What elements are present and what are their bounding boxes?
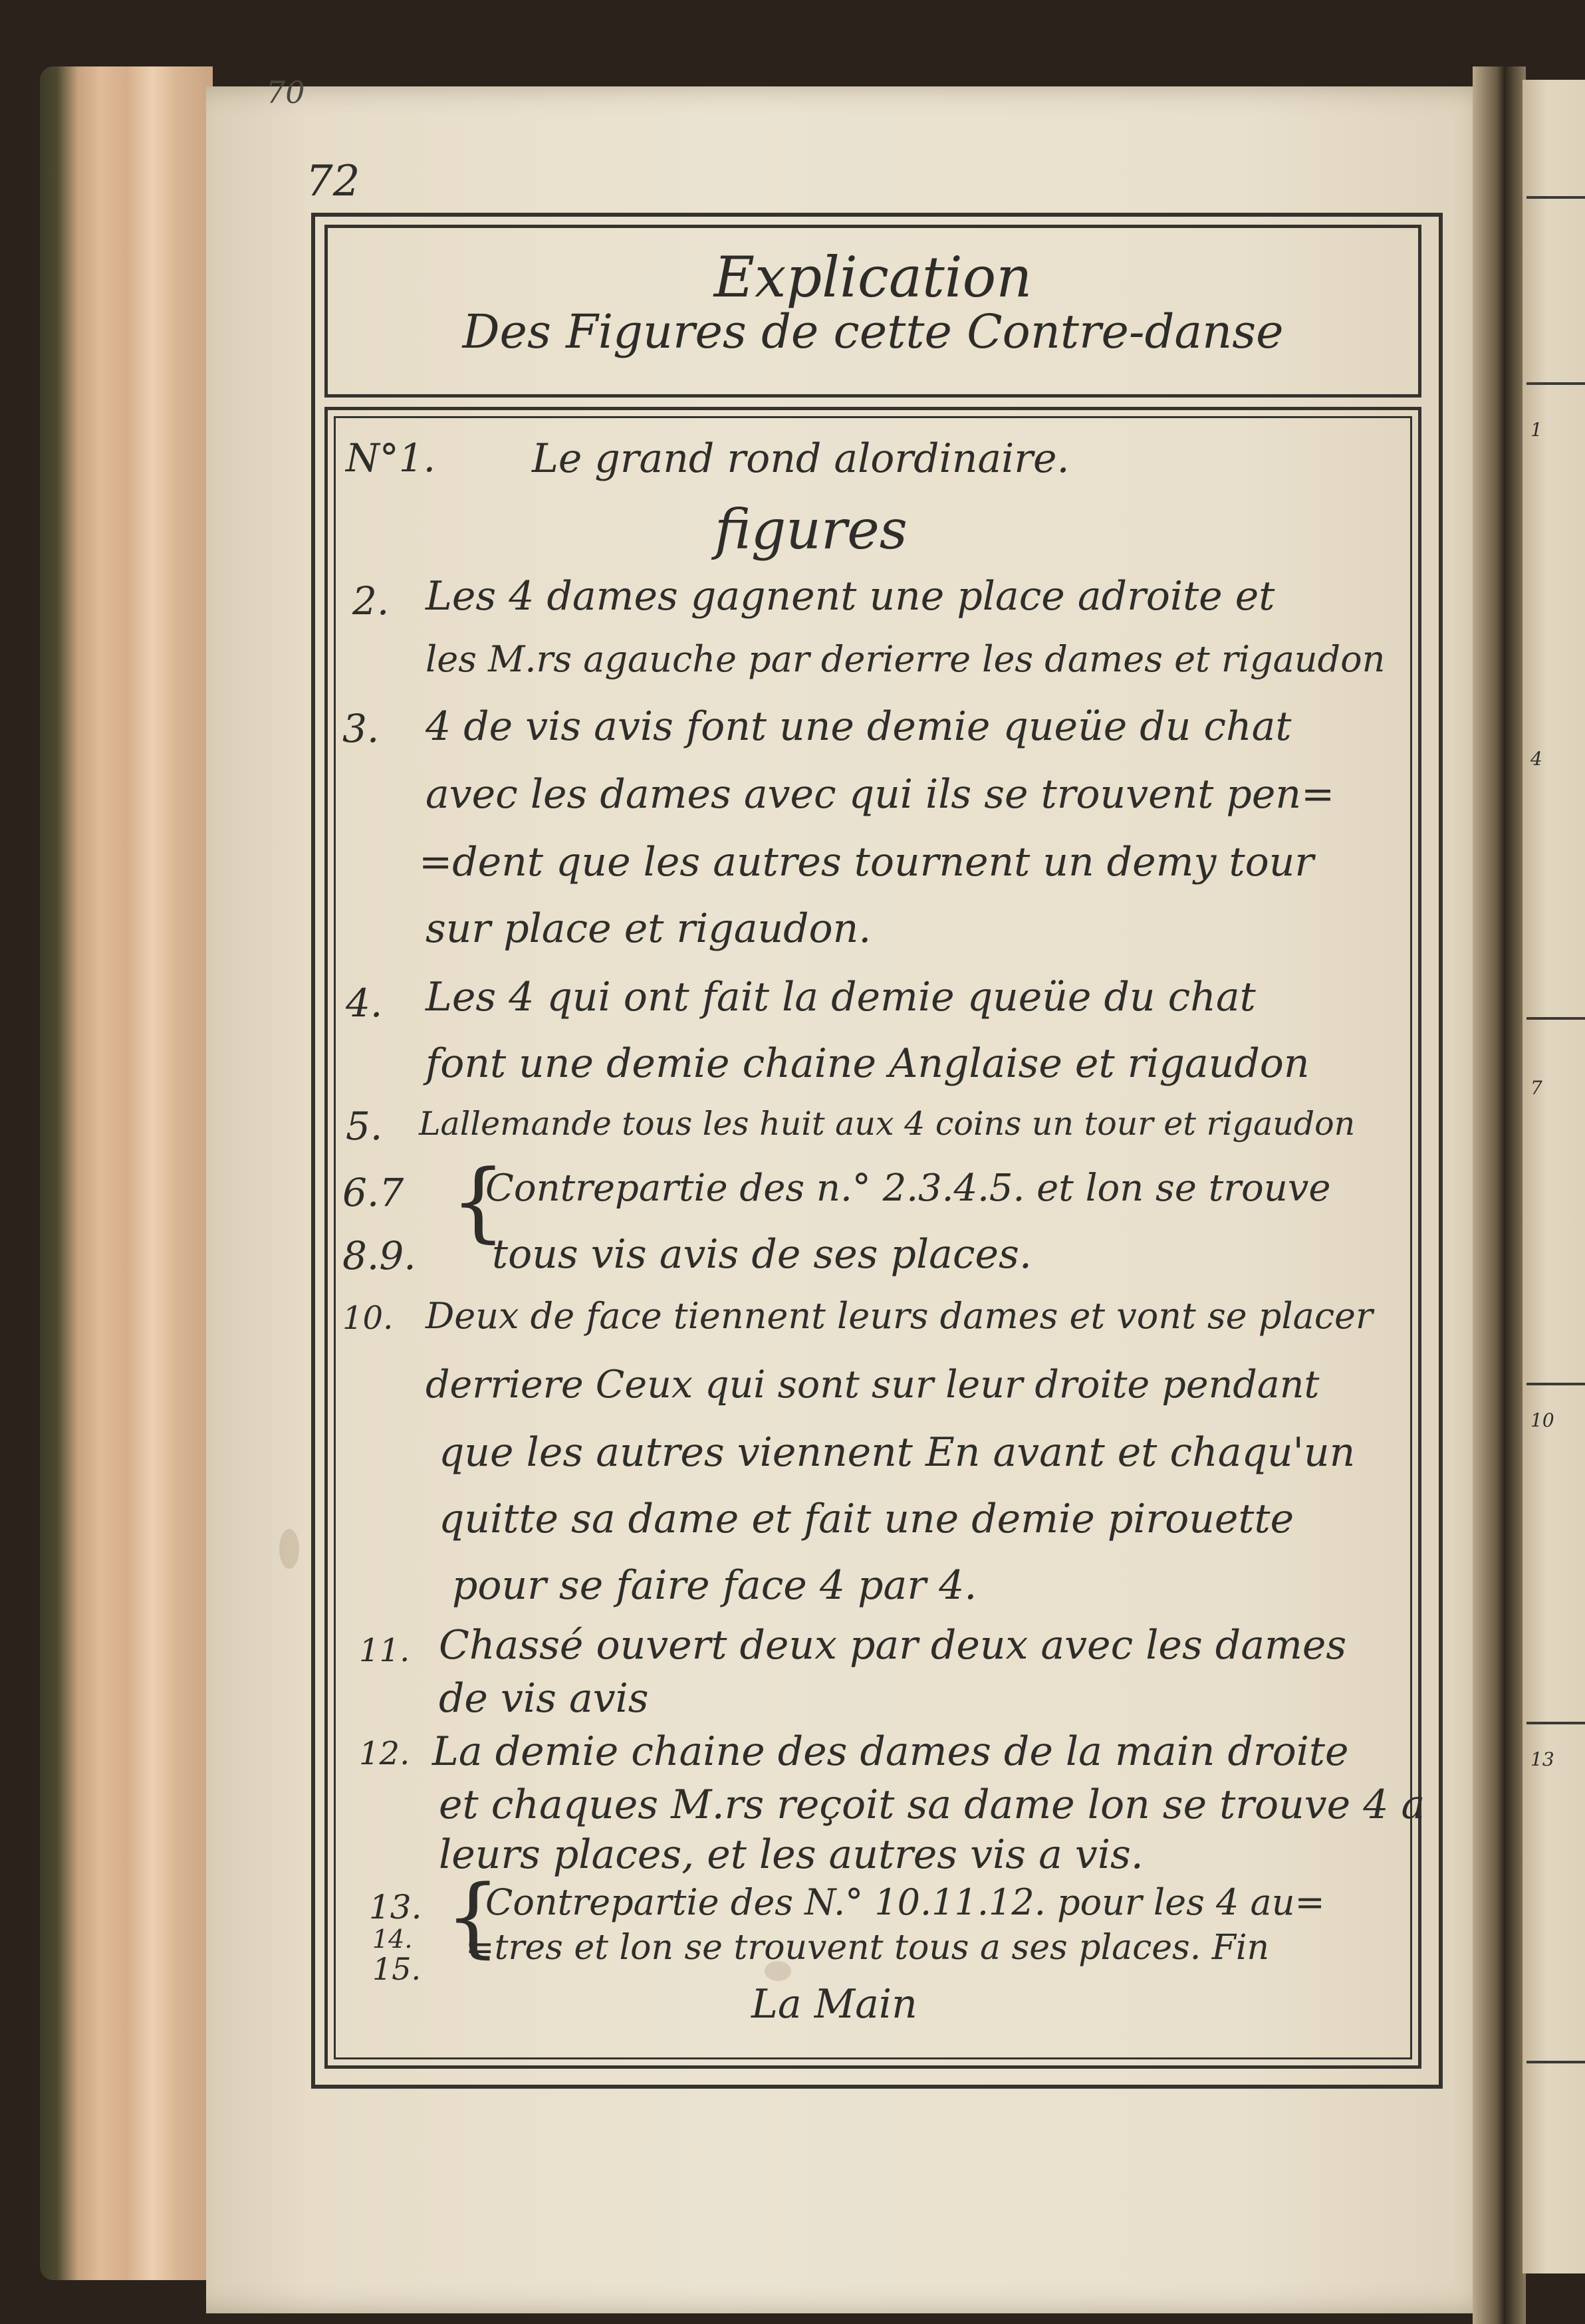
entry-text: que les autres viennent En avant et chaqu'un	[439, 1429, 1356, 1476]
brace-symbol: {	[451, 1151, 506, 1252]
entry-number: 3.	[342, 706, 380, 751]
entry-number: 6.7	[342, 1170, 404, 1215]
entry-text: Deux de face tiennent leurs dames et vont se placer	[426, 1295, 1373, 1337]
entry-number: 10.	[342, 1300, 394, 1337]
entry-number: 12.	[359, 1735, 410, 1772]
entry-text: Lallemande tous les huit aux 4 coins un tour et rigaudon	[419, 1105, 1356, 1143]
facing-rule	[1526, 382, 1585, 385]
entry-text: Contrepartie des n.° 2.3.4.5. et lon se trouve	[485, 1167, 1331, 1210]
entry-number: 15.	[372, 1951, 422, 1987]
entry-text: pour se faire face 4 par 4.	[452, 1562, 977, 1609]
facing-rule	[1526, 2061, 1585, 2063]
paper-stain	[279, 1529, 299, 1569]
facing-rule	[1526, 1722, 1585, 1724]
entry-number: 8.9.	[342, 1233, 416, 1278]
facing-page	[1523, 80, 1585, 2273]
page-title: Explication	[713, 245, 1033, 310]
page-number-faded: 70	[266, 74, 305, 110]
facing-figure-number: 13	[1530, 1748, 1554, 1770]
entry-text: 4 de vis avis font une demie queüe du chat	[426, 703, 1292, 750]
entry-text: Les 4 dames gagnent une place adroite et	[426, 573, 1275, 620]
brace-symbol: {	[445, 1866, 501, 1967]
entry-text: leurs places, et les autres vis a vis.	[439, 1831, 1144, 1878]
entry-text: Chassé ouvert deux par deux avec les dames	[439, 1622, 1347, 1669]
entry-text: quitte sa dame et fait une demie pirouette	[439, 1496, 1294, 1542]
section-heading: figures	[715, 499, 908, 562]
entry-number: 5.	[346, 1104, 383, 1149]
entry-text: les M.rs agauche par derierre les dames et rigaudon	[426, 638, 1386, 680]
entry-number: 13.	[369, 1888, 422, 1926]
page-number: 72	[306, 157, 360, 206]
facing-figure-number: 4	[1530, 748, 1542, 770]
entry-text: Contrepartie des N.° 10.11.12. pour les 4 au=	[485, 1881, 1325, 1923]
book-page-edges	[40, 66, 213, 2280]
entry-text: =dent que les autres tournent un demy tour	[419, 839, 1314, 885]
entry-text: Les 4 qui ont fait la demie queüe du chat	[426, 974, 1256, 1020]
facing-rule	[1526, 1017, 1585, 1020]
entry-text: de vis avis	[439, 1675, 649, 1722]
entry-text: derriere Ceux qui sont sur leur droite pendant	[426, 1363, 1320, 1407]
book-gutter	[1473, 66, 1526, 2324]
entry-number: N°1.	[346, 435, 436, 481]
entry-text: et chaques M.rs reçoit sa dame lon se trouve 4 a	[439, 1782, 1425, 1828]
entry-text: font une demie chaine Anglaise et rigaudon	[426, 1040, 1310, 1087]
entry-number: 11.	[359, 1632, 410, 1669]
page-subtitle: Des Figures de cette Contre-danse	[462, 304, 1284, 359]
entry-text: La Main	[751, 1981, 917, 2028]
entry-text: La demie chaine des dames de la main droite	[432, 1728, 1349, 1775]
facing-figure-number: 7	[1530, 1077, 1542, 1099]
facing-figure-number: 10	[1530, 1409, 1554, 1431]
entry-text: Le grand rond alordinaire.	[532, 435, 1070, 482]
facing-rule	[1526, 196, 1585, 199]
facing-figure-number: 1	[1530, 419, 1542, 441]
entry-number: 2.	[352, 578, 390, 624]
entry-text: =tres et lon se trouvent tous a ses places. Fin	[465, 1928, 1269, 1968]
entry-text: tous vis avis de ses places.	[492, 1231, 1032, 1278]
entry-text: avec les dames avec qui ils se trouvent pen=	[426, 771, 1335, 818]
facing-rule	[1526, 1383, 1585, 1385]
entry-number: 14.	[372, 1924, 413, 1954]
entry-number: 4.	[346, 981, 383, 1026]
entry-text: sur place et rigaudon.	[426, 905, 872, 952]
